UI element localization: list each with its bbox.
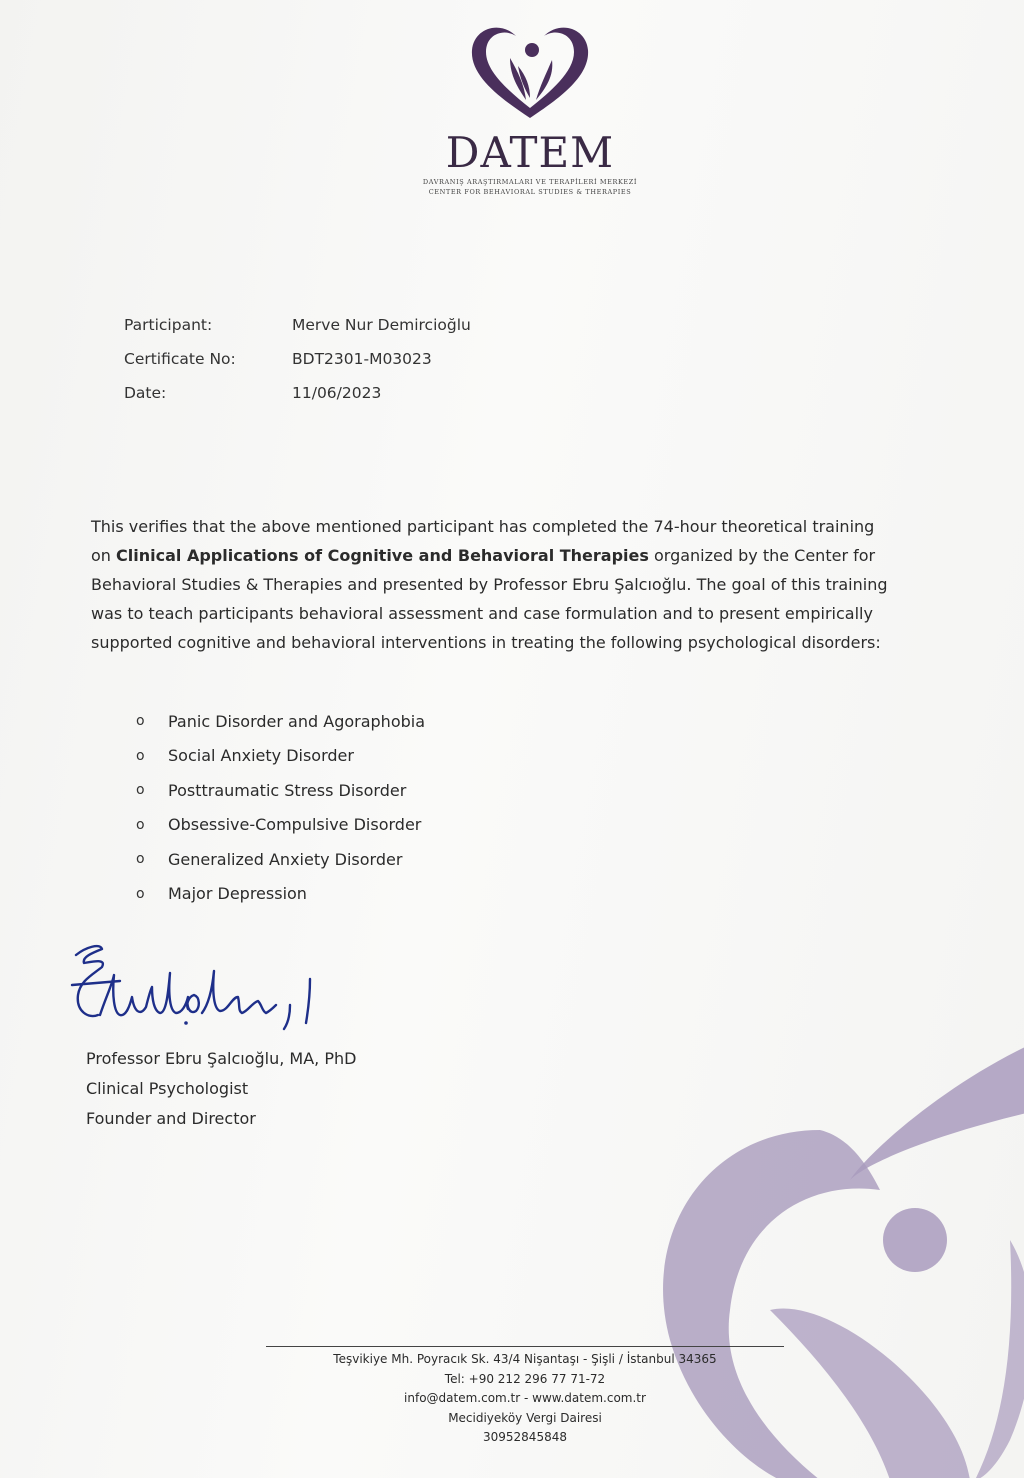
list-bullet: o <box>136 885 145 902</box>
footer-tax-number: 30952845848 <box>483 1430 567 1444</box>
footer-phone: Tel: +90 212 296 77 71-72 <box>444 1371 606 1386</box>
paragraph-intro: This verifies that the above mentioned participant has completed the 74-hour theoretical training on <box>91 517 875 565</box>
date-label: Date: <box>124 384 167 402</box>
list-item <box>136 842 425 877</box>
certificate-number-row <box>124 342 471 376</box>
participant-row <box>124 308 471 342</box>
training-title: Clinical Applications of Cognitive and Behavioral Therapies <box>116 546 649 565</box>
certificate-number-value: BDT2301-M03023 <box>292 350 432 368</box>
list-item <box>136 877 425 912</box>
list-item-label: Generalized Anxiety Disorder <box>168 849 403 869</box>
list-bullet: o <box>136 713 145 730</box>
signer-title: Clinical Psychologist <box>86 1079 249 1098</box>
participant-value: Merve Nur Demircioğlu <box>292 316 471 334</box>
brand-name: DATEM <box>445 128 615 177</box>
list-item-label: Social Anxiety Disorder <box>168 746 354 766</box>
date-value: 11/06/2023 <box>292 384 382 402</box>
brand-subtitle-english: CENTER FOR BEHAVIORAL STUDIES & THERAPIES <box>428 188 632 196</box>
date-row <box>124 376 471 410</box>
datem-logo-icon <box>460 14 600 126</box>
list-item-label: Posttraumatic Stress Disorder <box>168 780 407 800</box>
verification-paragraph <box>91 512 891 657</box>
list-bullet: o <box>136 816 145 833</box>
footer-contact <box>266 1350 784 1448</box>
signer-block <box>86 1044 356 1134</box>
footer-address: Teşvikiye Mh. Poyracık Sk. 43/4 Nişantaşı - Şişli / İstanbul 34365 <box>333 1352 717 1366</box>
list-item <box>136 704 425 739</box>
participant-label: Participant: <box>124 316 213 334</box>
certificate-meta <box>124 308 471 410</box>
certificate-number-label: Certificate No: <box>124 350 236 368</box>
list-item-label: Panic Disorder and Agoraphobia <box>168 711 426 731</box>
list-bullet: o <box>136 747 145 764</box>
list-item-label: Major Depression <box>168 884 307 904</box>
list-item <box>136 773 425 808</box>
disorders-list <box>136 704 425 911</box>
signer-name: Professor Ebru Şalcıoğlu, MA, PhD <box>86 1049 357 1068</box>
signer-role: Founder and Director <box>86 1109 256 1128</box>
list-item-label: Obsessive-Compulsive Disorder <box>168 815 422 835</box>
footer-email-web: info@datem.com.tr - www.datem.com.tr <box>404 1391 646 1405</box>
handwritten-signature <box>62 935 322 1045</box>
footer-tax-office: Mecidiyeköy Vergi Dairesi <box>448 1410 602 1425</box>
list-item <box>136 808 425 843</box>
list-item <box>136 739 425 774</box>
list-bullet: o <box>136 782 145 799</box>
list-bullet: o <box>136 851 145 868</box>
footer-divider <box>266 1346 784 1347</box>
brand-subtitle-turkish: DAVRANIŞ ARAŞTIRMALARI VE TERAPİLERİ MERKEZİ <box>422 178 638 186</box>
paragraph-details: organized by the Center for Behavioral Studies & Therapies and presented by Professor Ebru Şalcıoğlu. The goal of this training was to teach participants behavioral assessment and case formulation and to present empirically supported cognitive and behavioral interventions in treating the following psychological disorders: <box>91 546 888 652</box>
